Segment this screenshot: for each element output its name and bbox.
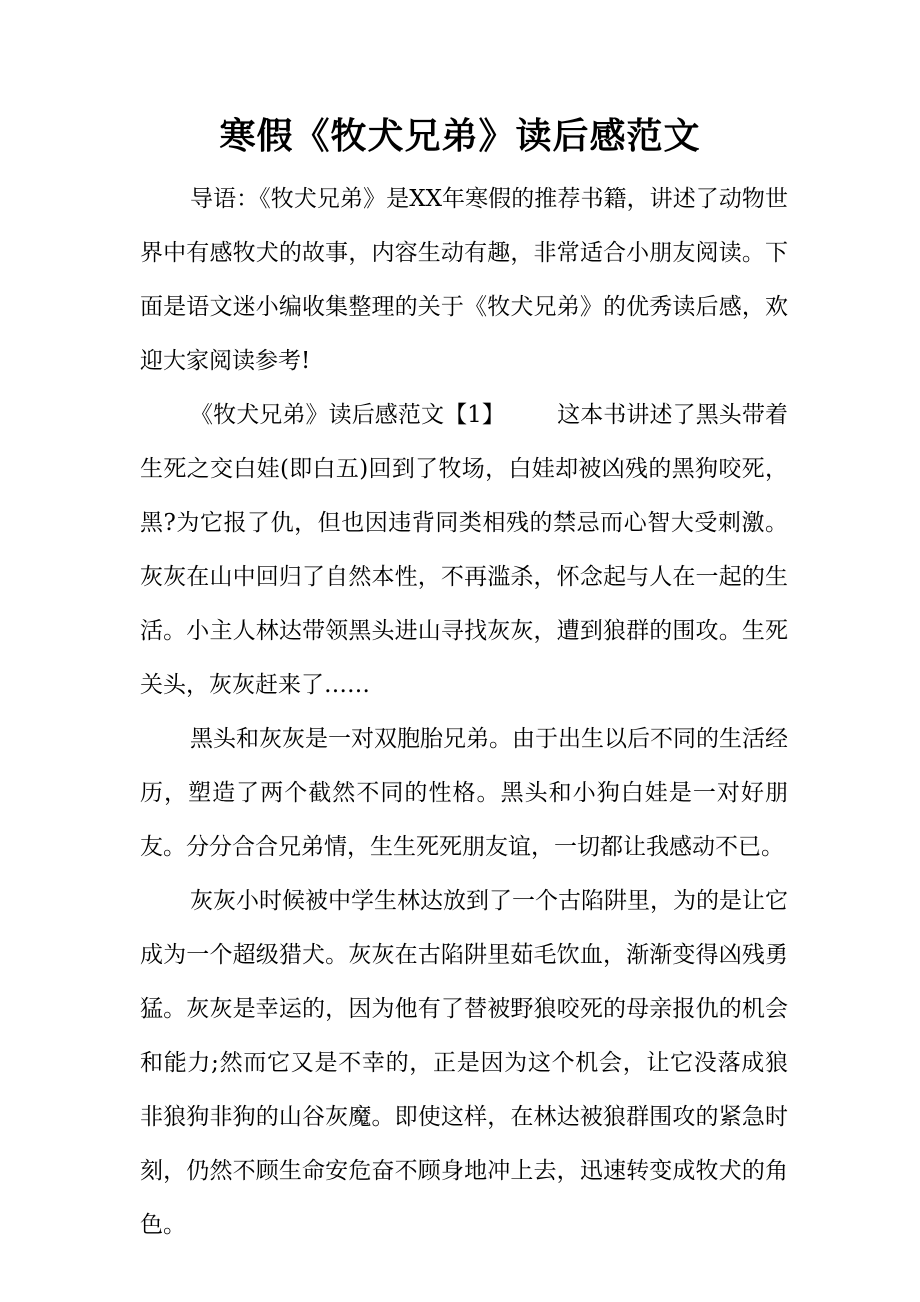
section-heading: 《牧犬兄弟》读后感范文【1】 [190,402,506,428]
document-body [140,172,788,1252]
section-text: 这本书讲述了黑头带着生死之交白娃(即白五)回到了牧场，白娃却被凶残的黑狗咬死，黑?为它报了仇，但也因违背同类相残的禁忌而心智大受刺激。灰灰在山中回归了自然本性，不再滥杀，怀念起与人在一起的生活。小主人林达带领黑头进山寻找灰灰，遭到狼群的围攻。生死关头，灰灰赶来了…… [140,402,788,698]
body-paragraph: 黑头和灰灰是一对双胞胎兄弟。由于出生以后不同的生活经历，塑造了两个截然不同的性格。黑头和小狗白娃是一对好朋友。分分合合兄弟情，生生死死朋友谊，一切都让我感动不已。 [140,726,788,860]
body-paragraph: 灰灰小时候被中学生林达放到了一个古陷阱里，为的是让它成为一个超级猎犬。灰灰在古陷阱里茹毛饮血，渐渐变得凶残勇猛。灰灰是幸运的，因为他有了替被野狼咬死的母亲报仇的机会和能力;然而它又是不幸的，正是因为这个机会，让它没落成狼非狼狗非狗的山谷灰魔。即使这样，在林达被狼群围攻的紧急时刻，仍然不顾生命安危奋不顾身地冲上去，迅速转变成牧犬的角色。 [140,888,788,1238]
document-title: 寒假《牧犬兄弟》读后感范文 [219,115,701,157]
section-paragraph [140,388,788,712]
intro-paragraph: 导语：《牧犬兄弟》是XX年寒假的推荐书籍，讲述了动物世界中有感牧犬的故事，内容生动有趣，非常适合小朋友阅读。下面是语文迷小编收集整理的关于《牧犬兄弟》的优秀读后感，欢迎大家阅读参考! [140,186,788,374]
